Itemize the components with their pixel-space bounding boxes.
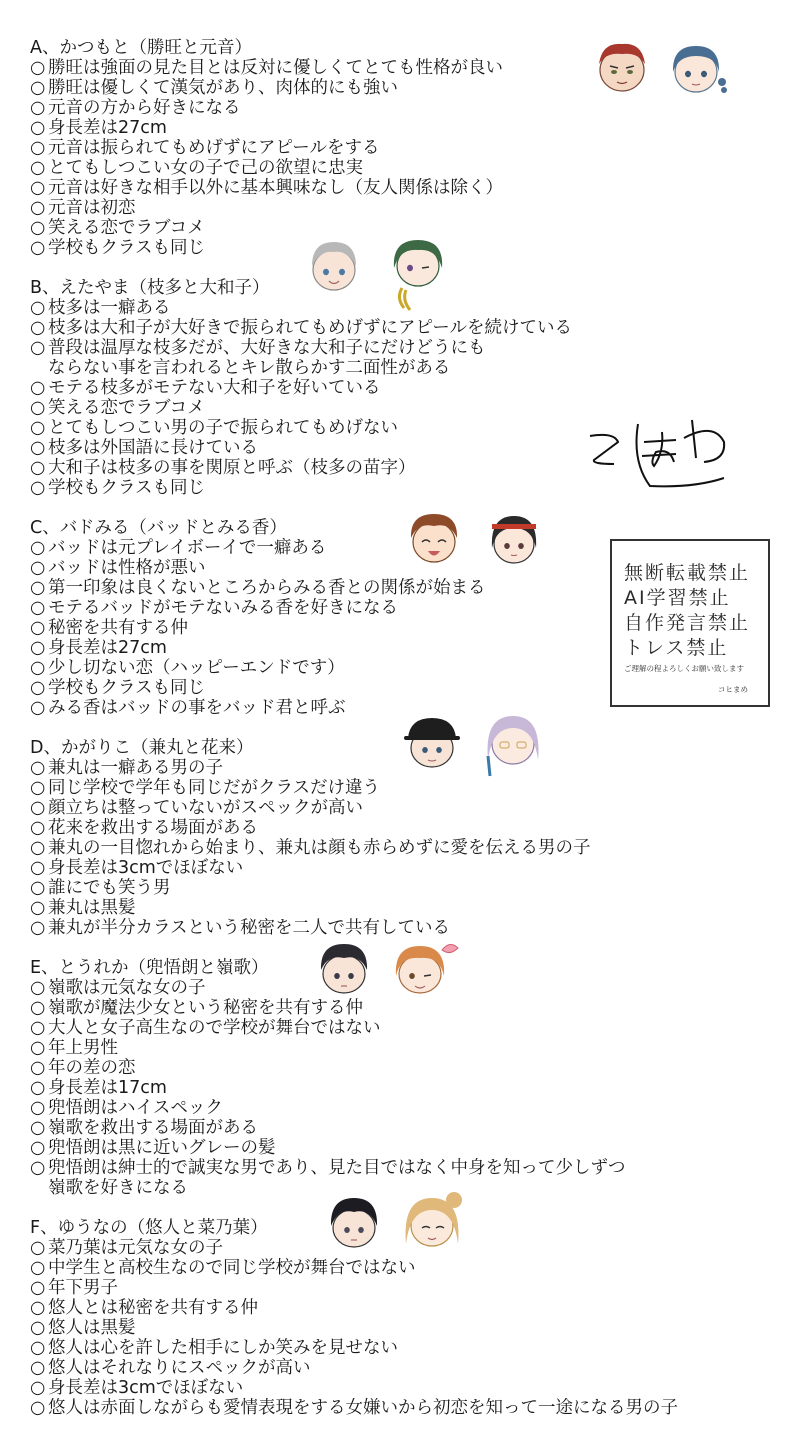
bullet: ○ xyxy=(30,1358,46,1378)
character-face-icon xyxy=(398,1188,470,1258)
bullet: ○ xyxy=(30,418,46,438)
list-item: ○ 兼丸が半分カラスという秘密を二人で共有している xyxy=(30,918,450,938)
notice-box xyxy=(610,539,770,707)
list-item: ○ 元音は初恋 xyxy=(30,198,136,218)
list-item: ○ 大人と女子高生なので学校が舞台ではない xyxy=(30,1018,381,1038)
bullet: ○ xyxy=(30,878,46,898)
bullet: ○ xyxy=(30,538,46,558)
bullet: ○ xyxy=(30,1298,46,1318)
list-item: ○ モテる枝多がモテない大和子を好いている xyxy=(30,378,381,398)
character-face-icon xyxy=(312,938,376,998)
list-item: ○ 顔立ちは整っていないがスペックが高い xyxy=(30,798,363,818)
list-item: ○ 嶺歌が魔法少女という秘密を共有する仲 xyxy=(30,998,363,1018)
bullet: ○ xyxy=(30,578,46,598)
list-item: ○ 嶺歌を救出する場面がある xyxy=(30,1118,258,1138)
character-face-icon xyxy=(478,710,548,780)
list-item: ○ 勝旺は優しくて漢気があり、肉体的にも強い xyxy=(30,78,398,98)
list-item: ○ 身長差は27cm xyxy=(30,118,167,138)
section-title: E、とうれか（兜悟朗と嶺歌） xyxy=(30,958,269,978)
bullet: ○ xyxy=(30,698,46,718)
list-item: ○ 悠人はそれなりにスペックが高い xyxy=(30,1358,311,1378)
item-list xyxy=(30,1238,678,1418)
list-item: ○ 身長差は3cmでほぼない xyxy=(30,1378,244,1398)
character-face-icon xyxy=(400,712,464,772)
character-face-icon xyxy=(322,1192,386,1252)
list-item: ○ バッドは性格が悪い xyxy=(30,558,206,578)
bullet: ○ xyxy=(30,318,46,338)
bullet: ○ xyxy=(30,658,46,678)
bullet: ○ xyxy=(30,1138,46,1158)
bullet: ○ xyxy=(30,678,46,698)
item-list xyxy=(30,58,503,258)
notice-line: AI学習禁止 xyxy=(624,587,731,609)
notice-line: 自作発言禁止 xyxy=(624,612,751,634)
bullet: ○ xyxy=(30,338,46,358)
list-item: ○ 兜悟朗は紳士的で誠実な男であり、見た目ではなく中身を知って少しずつ xyxy=(30,1158,626,1178)
list-item: ○ 悠人は赤面しながらも愛情表現をする女嫌いから初恋を知って一途になる男の子 xyxy=(30,1398,678,1418)
bullet: ○ xyxy=(30,618,46,638)
list-item: ○ とてもしつこい男の子で振られてもめげない xyxy=(30,418,398,438)
bullet: ○ xyxy=(30,1078,46,1098)
bullet: ○ xyxy=(30,998,46,1018)
bullet: ○ xyxy=(30,98,46,118)
section-title: B、えたやま（枝多と大和子） xyxy=(30,278,270,298)
list-item: ○ 普段は温厚な枝多だが、大好きな大和子にだけどうにも xyxy=(30,338,486,358)
bullet: ○ xyxy=(30,798,46,818)
list-item: ○ 笑える恋でラブコメ xyxy=(30,398,205,418)
bullet: ○ xyxy=(30,778,46,798)
bullet: ○ xyxy=(30,1378,46,1398)
list-item: ○ バッドは元プレイボーイで一癖ある xyxy=(30,538,327,558)
bullet: ○ xyxy=(30,78,46,98)
character-face-icon xyxy=(382,234,452,314)
section-title: A、かつもと（勝旺と元音） xyxy=(30,38,252,58)
list-item: ○ 中学生と高校生なので同じ学校が舞台ではない xyxy=(30,1258,416,1278)
bullet: ○ xyxy=(30,598,46,618)
list-item: ○ 秘密を共有する仲 xyxy=(30,618,188,638)
list-item: ○ 第一印象は良くないところからみる香との関係が始まる xyxy=(30,578,486,598)
bullet: ○ xyxy=(30,1278,46,1298)
list-item: ○ 悠人とは秘密を共有する仲 xyxy=(30,1298,258,1318)
list-item: ○ 兜悟朗はハイスペック xyxy=(30,1098,223,1118)
item-list xyxy=(30,758,591,938)
list-item: ○ 兜悟朗は黒に近いグレーの髪 xyxy=(30,1138,276,1158)
section-title: F、ゆうなの（悠人と菜乃葉） xyxy=(30,1218,268,1238)
list-item: ○ 菜乃葉は元気な女の子 xyxy=(30,1238,223,1258)
notice-author: コヒまめ xyxy=(718,685,748,694)
character-face-icon xyxy=(384,936,464,1000)
section-a xyxy=(30,38,503,258)
list-item: ○ 枝多は大和子が大好きで振られてもめげずにアピールを続けている xyxy=(30,318,572,338)
list-item: ○ 学校もクラスも同じ xyxy=(30,478,205,498)
list-item-continuation: 嶺歌を好きになる xyxy=(48,1178,188,1198)
bullet: ○ xyxy=(30,458,46,478)
bullet: ○ xyxy=(30,378,46,398)
list-item: ○ みる香はバッドの事をバッド君と呼ぶ xyxy=(30,698,346,718)
list-item: ○ 年下男子 xyxy=(30,1278,118,1298)
list-item: ○ 勝旺は強面の見た目とは反対に優しくてとても性格が良い xyxy=(30,58,503,78)
list-item: ○ 学校もクラスも同じ xyxy=(30,678,205,698)
character-face-icon xyxy=(664,38,728,98)
bullet: ○ xyxy=(30,638,46,658)
list-item: ○ 年上男性 xyxy=(30,1038,118,1058)
bullet: ○ xyxy=(30,1318,46,1338)
list-item: ○ 大和子は枝多の事を関原と呼ぶ（枝多の苗字） xyxy=(30,458,416,478)
list-item: ○ 同じ学校で学年も同じだがクラスだけ違う xyxy=(30,778,380,798)
bullet: ○ xyxy=(30,1058,46,1078)
bullet: ○ xyxy=(30,1038,46,1058)
list-item: ○ 身長差は17cm xyxy=(30,1078,167,1098)
list-item: ○ 枝多は一癖ある xyxy=(30,298,171,318)
bullet: ○ xyxy=(30,818,46,838)
bullet: ○ xyxy=(30,298,46,318)
list-item: ○ 笑える恋でラブコメ xyxy=(30,218,205,238)
list-item: ○ 悠人は心を許した相手にしか笑みを見せない xyxy=(30,1338,398,1358)
list-item: ○ 元音は振られてもめげずにアピールをする xyxy=(30,138,380,158)
bullet: ○ xyxy=(30,1258,46,1278)
bullet: ○ xyxy=(30,1398,46,1418)
list-item: ○ 嶺歌は元気な女の子 xyxy=(30,978,206,998)
bullet: ○ xyxy=(30,118,46,138)
list-item: ○ とてもしつこい女の子で己の欲望に忠実 xyxy=(30,158,363,178)
list-item: ○ 元音は好きな相手以外に基本興味なし（友人関係は除く） xyxy=(30,178,503,198)
list-item: ○ 身長差は3cmでほぼない xyxy=(30,858,244,878)
bullet: ○ xyxy=(30,1338,46,1358)
bullet: ○ xyxy=(30,858,46,878)
bullet: ○ xyxy=(30,238,46,258)
list-item-continuation: ならない事を言われるとキレ散らかす二面性がある xyxy=(48,358,451,378)
bullet: ○ xyxy=(30,1098,46,1118)
signature xyxy=(584,402,744,494)
bullet: ○ xyxy=(30,918,46,938)
list-item: ○ 誰にでも笑う男 xyxy=(30,878,171,898)
bullet: ○ xyxy=(30,1118,46,1138)
bullet: ○ xyxy=(30,198,46,218)
section-title: D、かがりこ（兼丸と花来） xyxy=(30,738,254,758)
notice-line: 無断転載禁止 xyxy=(624,562,751,584)
character-face-icon xyxy=(482,508,546,568)
character-face-icon xyxy=(402,508,466,568)
list-item: ○ 悠人は黒髪 xyxy=(30,1318,136,1338)
notice-line: トレス禁止 xyxy=(624,637,729,659)
bullet: ○ xyxy=(30,138,46,158)
item-list xyxy=(30,978,626,1198)
list-item: ○ 兼丸は一癖ある男の子 xyxy=(30,758,223,778)
bullet: ○ xyxy=(30,758,46,778)
bullet: ○ xyxy=(30,898,46,918)
bullet: ○ xyxy=(30,1158,46,1178)
list-item: ○ 少し切ない恋（ハッピーエンドです） xyxy=(30,658,345,678)
list-item: ○ モテるバッドがモテないみる香を好きになる xyxy=(30,598,398,618)
list-item: ○ 学校もクラスも同じ xyxy=(30,238,205,258)
character-face-icon xyxy=(590,36,654,96)
bullet: ○ xyxy=(30,218,46,238)
bullet: ○ xyxy=(30,438,46,458)
notice-note: ご理解の程よろしくお願い致します xyxy=(624,664,744,673)
list-item: ○ 花来を救出する場面がある xyxy=(30,818,258,838)
bullet: ○ xyxy=(30,58,46,78)
bullet: ○ xyxy=(30,1018,46,1038)
section-title: C、バドみる（バッドとみる香） xyxy=(30,518,287,538)
list-item: ○ 兼丸の一目惚れから始まり、兼丸は顔も赤らめずに愛を伝える男の子 xyxy=(30,838,591,858)
list-item: ○ 兼丸は黒髪 xyxy=(30,898,136,918)
list-item: ○ 枝多は外国語に長けている xyxy=(30,438,258,458)
bullet: ○ xyxy=(30,398,46,418)
bullet: ○ xyxy=(30,178,46,198)
bullet: ○ xyxy=(30,978,46,998)
list-item: ○ 年の差の恋 xyxy=(30,1058,136,1078)
list-item: ○ 身長差は27cm xyxy=(30,638,167,658)
bullet: ○ xyxy=(30,478,46,498)
item-list xyxy=(30,298,572,498)
bullet: ○ xyxy=(30,1238,46,1258)
bullet: ○ xyxy=(30,158,46,178)
bullet: ○ xyxy=(30,838,46,858)
list-item: ○ 元音の方から好きになる xyxy=(30,98,241,118)
bullet: ○ xyxy=(30,558,46,578)
section-b xyxy=(30,278,572,498)
character-face-icon xyxy=(302,236,366,296)
